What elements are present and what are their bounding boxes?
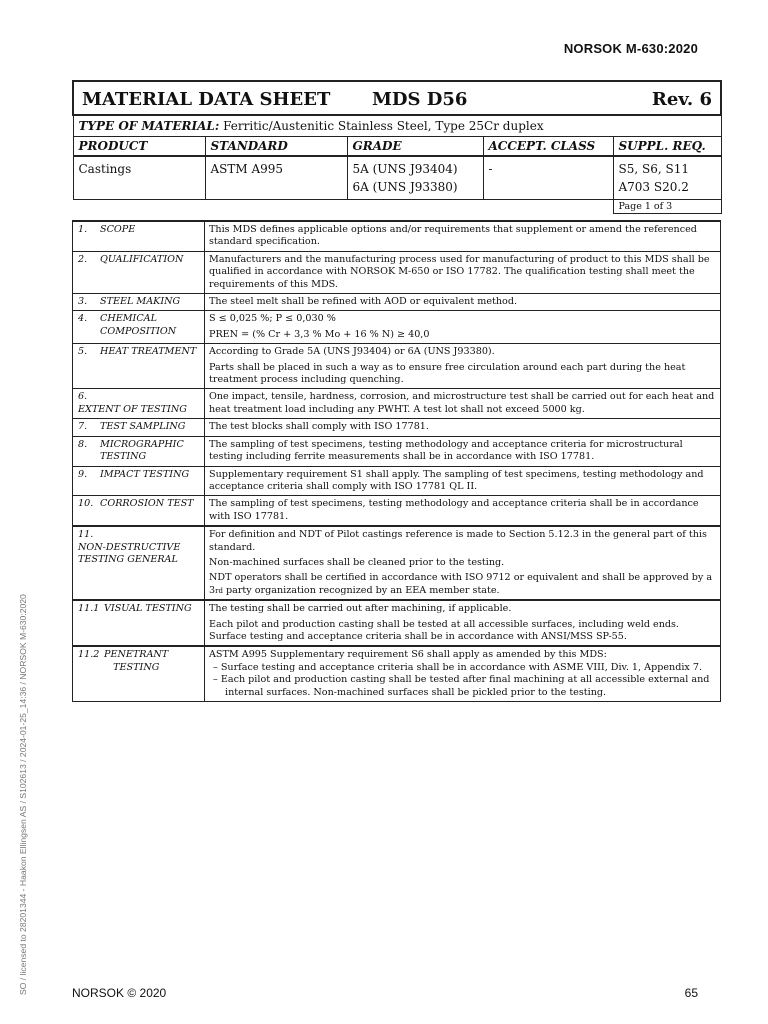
clause-text: This MDS defines applicable options and/or requirements that supplement or amend the referenced standard specification.: [209, 224, 697, 248]
suppl-req-value: [613, 156, 721, 200]
clause-number: 10.: [78, 498, 94, 510]
clause-chemical-composition: [73, 311, 721, 344]
clause-bullet: – Each pilot and production casting shall be tested after final machining at all accessible external and internal surfaces. Non-machined surfaces shall be pickled prior to the testing.: [213, 674, 710, 698]
ordinal-superscript: rd: [215, 586, 223, 595]
clause-impact-testing: [73, 466, 721, 496]
suppl-1: S5, S6, S11: [618, 162, 689, 176]
clause-label: STEEL MAKING: [100, 296, 181, 308]
clause-text: According to Grade 5A (UNS J93404) or 6A (UNS J93380).: [209, 346, 495, 358]
material-type-value: Ferritic/Austenitic Stainless Steel, Type 25Cr duplex: [223, 119, 544, 133]
clause-text: PREN = (% Cr + 3,3 % Mo + 16 % N) ≥ 40,0: [209, 328, 430, 340]
clause-text: ASTM A995 Supplementary requirement S6 shall apply as amended by this MDS:: [209, 649, 607, 661]
sheet-title: MATERIAL DATA SHEET: [82, 88, 331, 110]
clause-label-line: NON-DESTRUCTIVE: [78, 541, 181, 553]
clause-label: [100, 439, 184, 464]
clause-label: [78, 542, 180, 567]
clause-text: Each pilot and production casting shall be tested at all accessible surfaces, including weld ends. Surface testing and acceptance criteria shall be in accordance with ANSI/MSS SP-55.: [209, 618, 679, 642]
clause-bullet: – Surface testing and acceptance criteria shall be in accordance with ASME VIII, Div. 1, Appendix 7.: [213, 661, 703, 673]
clause-text: Parts shall be placed in such a way as to ensure free circulation around each part during the heat treatment process including quenching.: [209, 361, 686, 386]
clause-penetrant-testing: [73, 646, 721, 701]
clause-corrosion-test: [73, 496, 721, 526]
page-spacer: [73, 200, 613, 214]
footer-page-number: 65: [684, 986, 698, 1000]
sheet-header-table: [72, 80, 722, 214]
clause-label: HEAT TREATMENT: [100, 346, 197, 358]
clause-text: Non-machined surfaces shall be cleaned prior to the testing.: [209, 556, 505, 568]
material-type-label: TYPE OF MATERIAL:: [78, 119, 220, 133]
col-accept-class: ACCEPT. CLASS: [483, 137, 613, 157]
col-standard: STANDARD: [205, 137, 347, 157]
clause-text: One impact, tensile, hardness, corrosion, and microstructure test shall be carried out for each heat and heat treatment load including any PWHT. A test lot shall not exceed 5000 kg.: [209, 391, 715, 415]
clause-label-line: CHEMICAL: [100, 313, 157, 325]
clause-number: 11.: [78, 529, 94, 541]
clause-text: For definition and NDT of Pilot castings reference is made to Section 5.12.3 in the general part of this standard.: [209, 529, 707, 553]
revision: Rev. 6: [651, 88, 712, 110]
clause-number: 7.: [78, 421, 88, 433]
accept-class-value: -: [483, 156, 613, 200]
clause-label: EXTENT OF TESTING: [78, 403, 187, 415]
suppl-2: A703 S20.2: [618, 180, 689, 194]
clause-number: 2.: [78, 253, 88, 265]
col-grade: GRADE: [347, 137, 483, 157]
document-code: NORSOK M-630:2020: [563, 41, 698, 56]
clause-text: S ≤ 0,025 %; P ≤ 0,030 %: [209, 313, 336, 325]
clause-number: 11.1: [78, 603, 100, 615]
grade-2: 6A (UNS J93380): [352, 180, 458, 194]
grade-1: 5A (UNS J93404): [352, 162, 458, 176]
clause-extent-of-testing: [73, 389, 721, 419]
clause-text: The testing shall be carried out after machining, if applicable.: [209, 603, 512, 615]
clause-label-line: TESTING: [113, 661, 160, 673]
clause-label: TEST SAMPLING: [100, 421, 186, 433]
clause-ndt-general: [73, 526, 721, 600]
clause-number: 11.2: [78, 649, 100, 661]
clause-text: Manufacturers and the manufacturing process used for manufacturing of product to this MDS shall be qualified in accordance with NORSOK M-650 or ISO 17782. The qualification testing shall meet the requirements of this MDS.: [209, 253, 710, 290]
mds-id: MDS D56: [372, 88, 468, 110]
material-type: [73, 115, 721, 137]
clause-heat-treatment: [73, 344, 721, 389]
clause-label: IMPACT TESTING: [100, 468, 190, 480]
clause-text: The sampling of test specimens, testing methodology and acceptance criteria for microstructural testing including ferrite measurements shall be in accordance with ISO 17781.: [209, 438, 683, 463]
clause-label-line: MICROGRAPHIC: [100, 438, 184, 450]
clause-test-sampling: [73, 419, 721, 436]
col-product: PRODUCT: [73, 137, 205, 157]
clause-number: 1.: [78, 224, 88, 235]
clause-label: CORROSION TEST: [100, 498, 194, 510]
clause-label: [104, 649, 168, 674]
clause-label-line: PENETRANT: [104, 649, 169, 661]
col-suppl-req: SUPPL. REQ.: [613, 137, 721, 157]
product-value: Castings: [73, 156, 205, 200]
clause-number: 6.: [78, 391, 88, 403]
clause-text-part: NDT operators shall be certified in accordance with ISO 9712 or equivalent and shall be approved by a 3: [209, 572, 713, 596]
clause-visual-testing: [73, 600, 721, 646]
clause-label: QUALIFICATION: [100, 253, 184, 265]
clause-label-line: TESTING: [100, 451, 147, 463]
clauses-table: [72, 220, 721, 702]
clause-number: 4.: [78, 313, 88, 325]
clause-number: 5.: [78, 346, 88, 358]
clause-label-line: TESTING GENERAL: [78, 553, 178, 565]
page-indicator: Page 1 of 3: [613, 200, 721, 214]
clause-text: [209, 572, 716, 597]
license-watermark: SO / licensed to 28201344 - Haakon Ellingsen AS / S102613 / 2024-01-25_14:36 / NORSOK M-630:2020: [18, 594, 28, 995]
clause-label-line: COMPOSITION: [100, 325, 177, 337]
footer-copyright: NORSOK © 2020: [72, 986, 167, 1000]
clause-steel-making: [73, 294, 721, 311]
clause-number: 3.: [78, 296, 88, 308]
grade-value: [347, 156, 483, 200]
clause-text: Supplementary requirement S1 shall apply. The sampling of test specimens, testing methodology and acceptance criteria shall comply with ISO 17781 QL II.: [209, 468, 704, 492]
clause-scope: [73, 221, 721, 251]
material-data-sheet: [72, 80, 720, 702]
clause-qualification: [73, 251, 721, 293]
clause-label: SCOPE: [100, 224, 136, 235]
clause-micrographic-testing: [73, 436, 721, 466]
clause-label: [100, 313, 176, 338]
clause-label: VISUAL TESTING: [104, 603, 192, 615]
title-cell: [73, 81, 721, 115]
clause-text: The test blocks shall comply with ISO 17781.: [209, 421, 429, 433]
standard-value: ASTM A995: [205, 156, 347, 200]
clause-text: The steel melt shall be refined with AOD or equivalent method.: [209, 296, 518, 308]
clause-number: 9.: [78, 468, 88, 480]
clause-number: 8.: [78, 438, 88, 450]
clause-text: The sampling of test specimens, testing methodology and acceptance criteria shall be in accordance with ISO 17781.: [209, 498, 699, 522]
clause-text-part: party organization recognized by an EEA member state.: [222, 584, 500, 596]
